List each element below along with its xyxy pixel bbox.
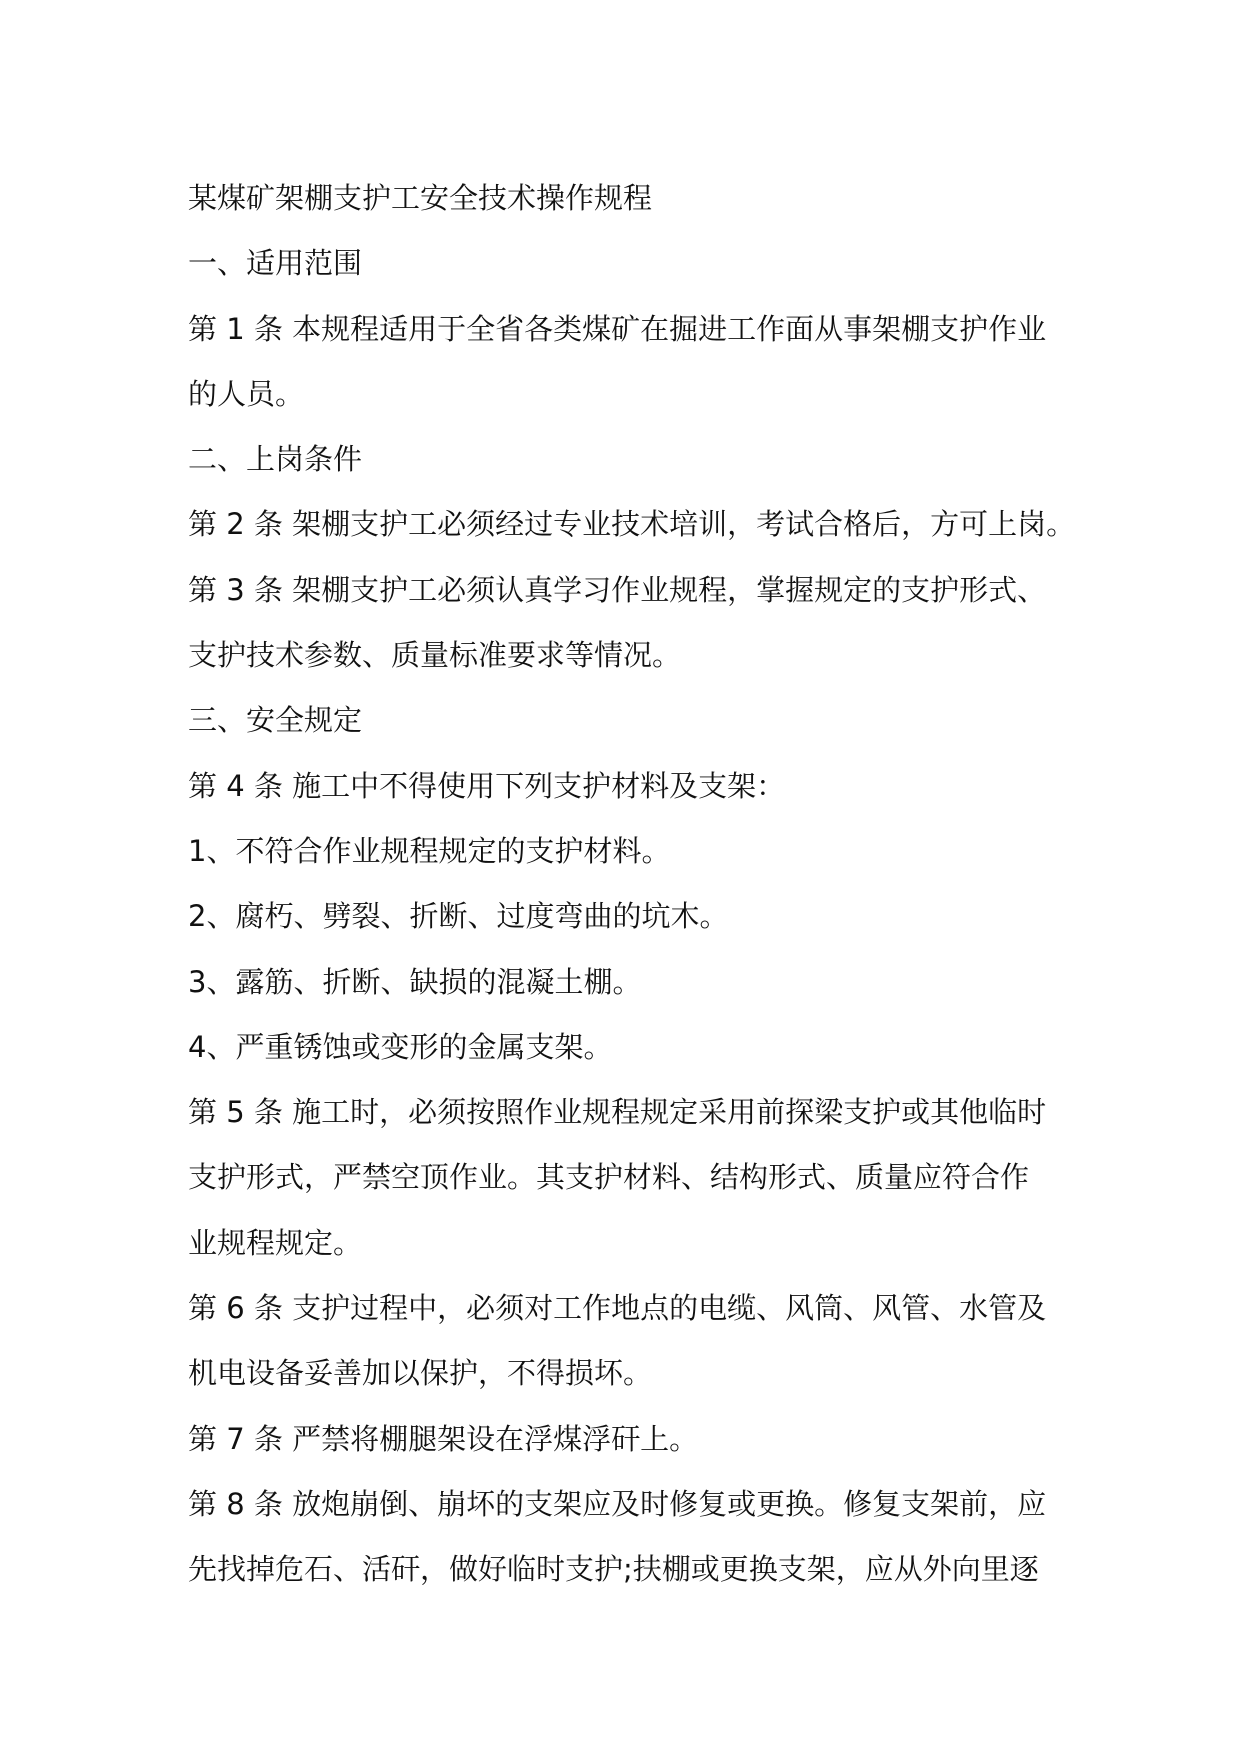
article-line: 业规程规定。 bbox=[188, 1225, 363, 1260]
article-line: 第 3 条 架棚支护工必须认真学习作业规程，掌握规定的支护形式、 bbox=[188, 572, 1047, 607]
list-item: 4、严重锈蚀或变形的金属支架。 bbox=[188, 1029, 613, 1064]
article-line: 的人员。 bbox=[188, 376, 305, 411]
article-line: 支护形式，严禁空顶作业。其支护材料、结构形式、质量应符合作 bbox=[188, 1160, 1030, 1195]
document-body bbox=[188, 166, 1076, 1603]
list-item: 3、露筋、折断、缺损的混凝土棚。 bbox=[188, 964, 642, 999]
article-line: 先找掉危石、活矸，做好临时支护;扶棚或更换支架，应从外向里逐 bbox=[188, 1552, 1039, 1587]
article-line: 第 1 条 本规程适用于全省各类煤矿在掘进工作面从事架棚支护作业 bbox=[188, 311, 1047, 346]
article-line: 第 5 条 施工时，必须按照作业规程规定采用前探梁支护或其他临时 bbox=[188, 1095, 1047, 1130]
document-title: 某煤矿架棚支护工安全技术操作规程 bbox=[188, 181, 653, 215]
section-heading: 二、上岗条件 bbox=[188, 442, 363, 477]
section-heading: 三、安全规定 bbox=[188, 703, 363, 738]
list-item: 1、不符合作业规程规定的支护材料。 bbox=[188, 833, 671, 868]
article-line: 第 4 条 施工中不得使用下列支护材料及支架： bbox=[188, 768, 786, 803]
article-line: 第 8 条 放炮崩倒、崩坏的支架应及时修复或更换。修复支架前，应 bbox=[188, 1486, 1047, 1521]
article-line: 第 6 条 支护过程中，必须对工作地点的电缆、风筒、风管、水管及 bbox=[188, 1291, 1047, 1326]
article-line: 机电设备妥善加以保护，不得损坏。 bbox=[188, 1356, 653, 1391]
list-item: 2、腐朽、劈裂、折断、过度弯曲的坑木。 bbox=[188, 899, 729, 934]
section-heading: 一、适用范围 bbox=[188, 246, 363, 281]
article-line: 第 7 条 严禁将棚腿架设在浮煤浮矸上。 bbox=[188, 1421, 699, 1456]
article-line: 支护技术参数、质量标准要求等情况。 bbox=[188, 638, 682, 673]
article-line: 第 2 条 架棚支护工必须经过专业技术培训，考试合格后，方可上岗。 bbox=[188, 507, 1076, 542]
